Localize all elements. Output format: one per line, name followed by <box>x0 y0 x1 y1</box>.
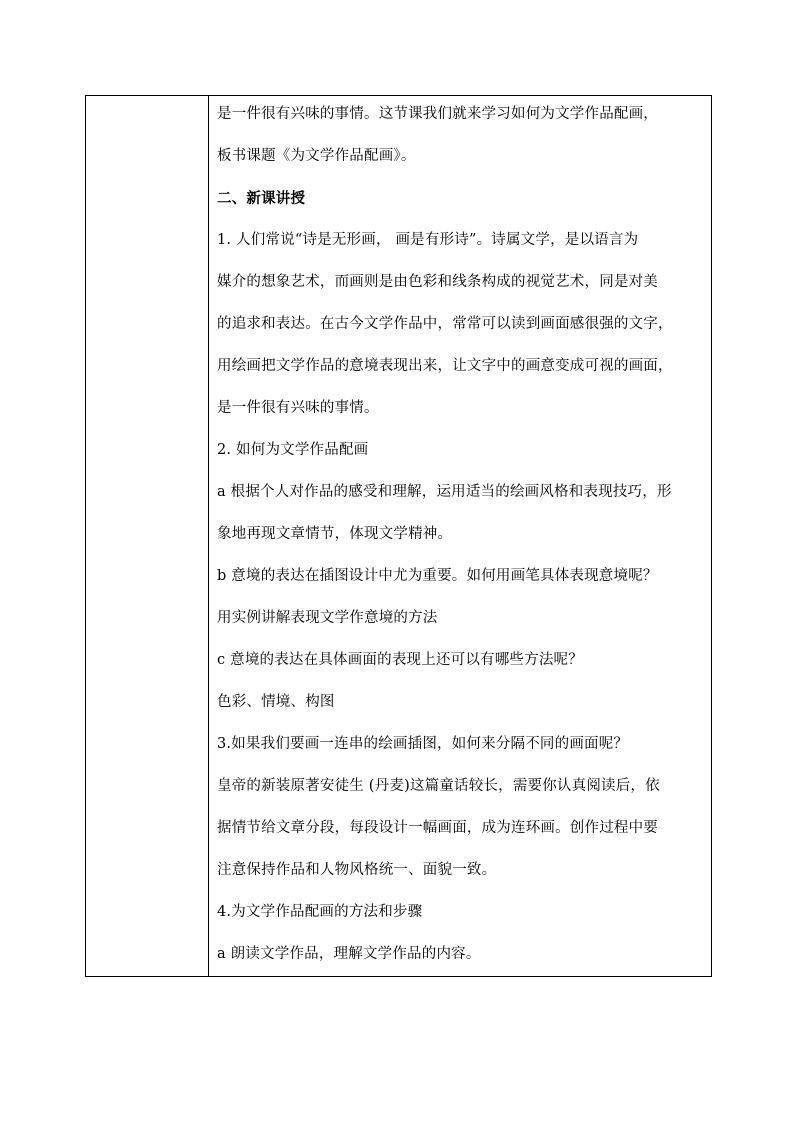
paragraph-line: 注意保持作品和人物风格统一、面貌一致。 <box>217 862 497 878</box>
table-row <box>86 96 712 977</box>
lesson-plan-table <box>85 95 712 977</box>
lesson-content <box>209 101 711 968</box>
paragraph-line: a 根据个人对作品的感受和理解，运用适当的绘画风格和表现技巧，形 <box>217 484 672 500</box>
paragraph-line: 是一件很有兴味的事情。这节课我们就来学习如何为文学作品配画， <box>217 106 658 122</box>
paragraph-line: 板书课题《为文学作品配画》。 <box>217 148 416 164</box>
paragraph-line: 的追求和表达。在古今文学作品中，常常可以读到画面感很强的文字， <box>217 316 673 332</box>
paragraph-line: 皇帝的新装原著安徒生 (丹麦)这篇童话较长，需要你认真阅读后，依 <box>217 778 660 794</box>
section-heading: 二、新课讲授 <box>217 190 306 207</box>
paragraph-line: 色彩、情境、构图 <box>217 694 335 710</box>
paragraph-line: 是一件很有兴味的事情。 <box>217 400 379 416</box>
paragraph-line: 据情节给文章分段，每段设计一幅画面，成为连环画。创作过程中要 <box>217 820 658 836</box>
content-cell <box>209 96 712 977</box>
paragraph-line: b 意境的表达在插图设计中尤为重要。如何用画笔具体表现意境呢？ <box>217 568 658 584</box>
paragraph-line: c 意境的表达在具体画面的表现上还可以有哪些方法呢？ <box>217 652 583 668</box>
left-label-cell <box>86 96 209 977</box>
subheading-line: 3.如果我们要画一连串的绘画插图，如何来分隔不同的画面呢？ <box>217 736 629 752</box>
paragraph-line: 用实例讲解表现文学作意境的方法 <box>217 610 438 626</box>
paragraph-line: a 朗读文学作品，理解文学作品的内容。 <box>217 946 481 962</box>
subheading-line: 2. 如何为文学作品配画 <box>217 442 369 458</box>
paragraph-line: 用绘画把文学作品的意境表现出来，让文字中的画意变成可视的画面， <box>217 358 673 374</box>
subheading-line: 4.为文学作品配画的方法和步骤 <box>217 904 423 920</box>
paragraph-line: 象地再现文章情节，体现文学精神。 <box>217 526 453 542</box>
paragraph-line: 1. 人们常说“诗是无形画， 画是有形诗”。诗属文学，是以语言为 <box>217 232 639 248</box>
paragraph-line: 媒介的想象艺术，而画则是由色彩和线条构成的视觉艺术，同是对美 <box>217 274 658 290</box>
